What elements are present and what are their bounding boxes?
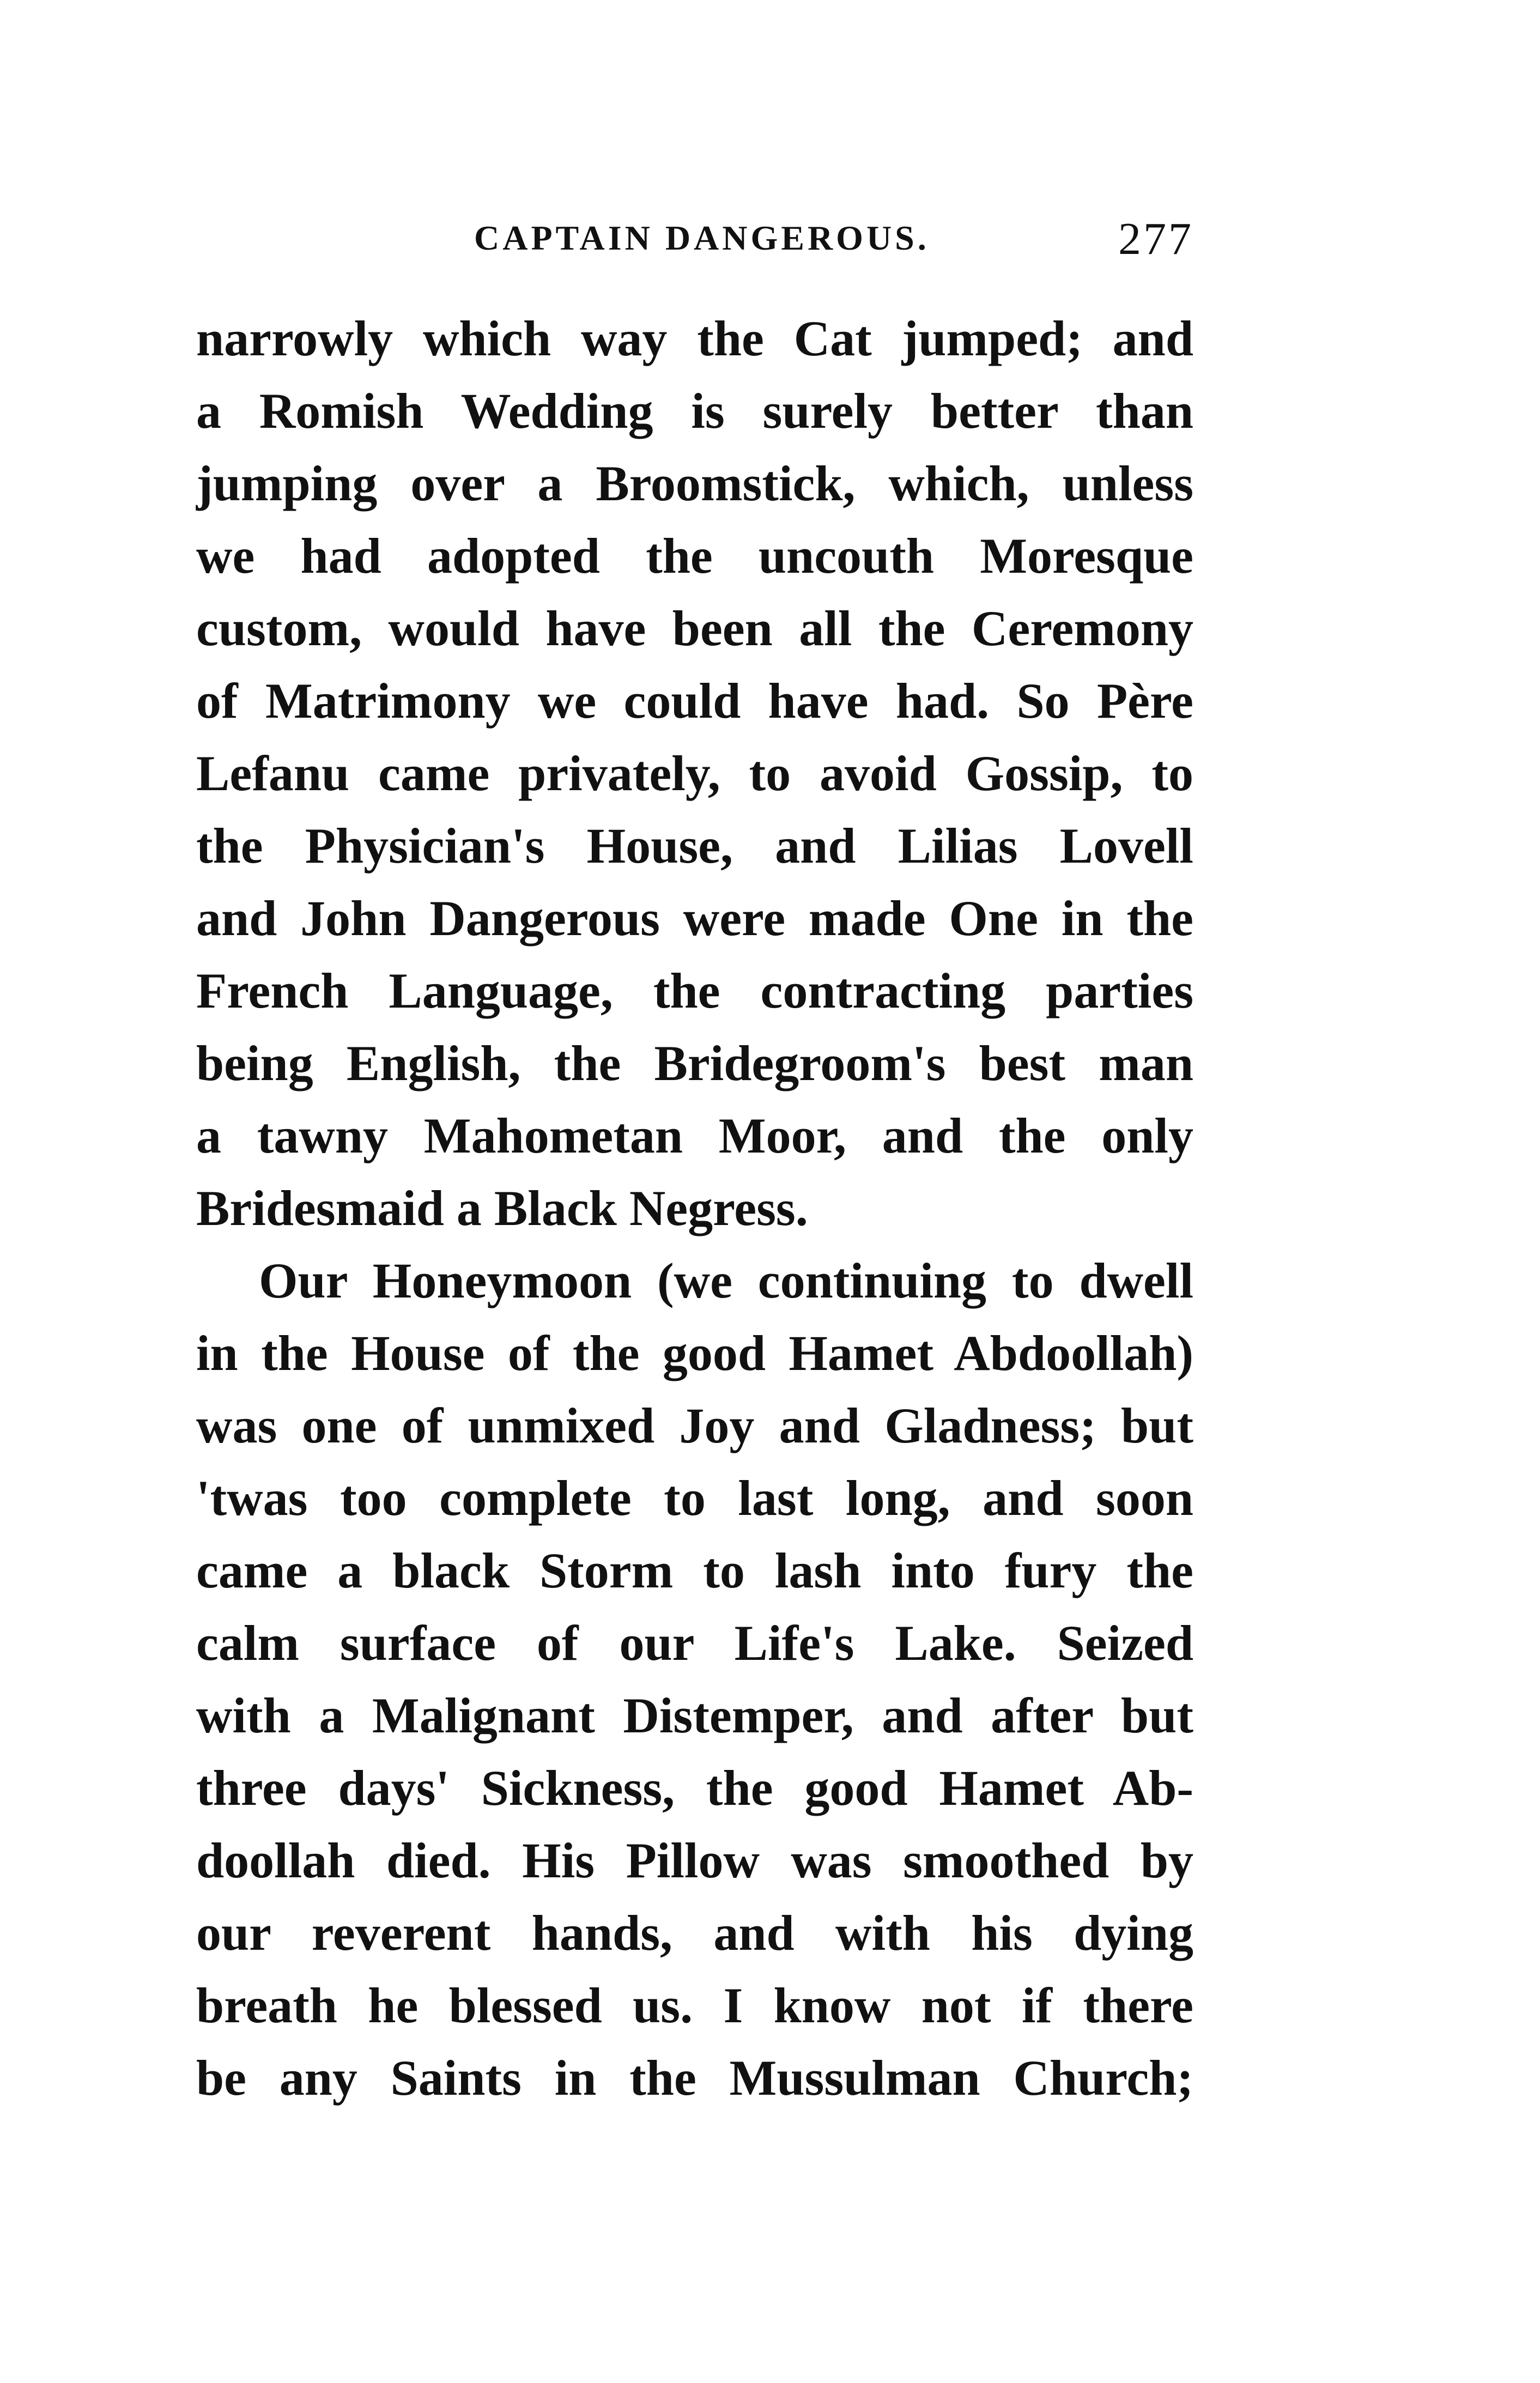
text-line: our reverent hands, and with his dying	[196, 1905, 1193, 1961]
text-line: came a black Storm to lash into fury the	[196, 1543, 1193, 1598]
page-number: 277	[1118, 214, 1193, 264]
text-line: with a Malignant Distemper, and after but	[196, 1688, 1193, 1743]
text-line: being English, the Bridegroom's best man	[196, 1035, 1193, 1091]
text-line: jumping over a Broomstick, which, unless	[196, 456, 1193, 511]
body-text	[196, 302, 1193, 2114]
text-line: narrowly which way the Cat jumped; and	[196, 311, 1193, 366]
running-title: CAPTAIN DANGEROUS.	[474, 219, 930, 257]
text-line: Lefanu came privately, to avoid Gossip, to	[196, 745, 1193, 801]
text-line: a Romish Wedding is surely better than	[196, 383, 1193, 439]
text-line: in the House of the good Hamet Abdoollah)	[196, 1325, 1193, 1381]
text-line: doollah died. His Pillow was smoothed by	[196, 1833, 1193, 1888]
text-line: French Language, the contracting parties	[196, 963, 1193, 1018]
text-line: was one of unmixed Joy and Gladness; but	[196, 1398, 1193, 1453]
text-line: a tawny Mahometan Moor, and the only	[196, 1108, 1193, 1163]
text-line: and John Dangerous were made One in the	[196, 890, 1193, 946]
text-line: calm surface of our Life's Lake. Seized	[196, 1615, 1193, 1671]
text-line: 'twas too complete to last long, and soon	[196, 1470, 1193, 1526]
text-line: Our Honeymoon (we continuing to dwell	[259, 1253, 1193, 1308]
text-line: Bridesmaid a Black Negress.	[196, 1180, 808, 1236]
text-line: of Matrimony we could have had. So Père	[196, 673, 1193, 729]
text-line: we had adopted the uncouth Moresque	[196, 528, 1193, 584]
text-line: breath he blessed us. I know not if there	[196, 1978, 1193, 2033]
text-line: custom, would have been all the Ceremony	[196, 601, 1193, 656]
text-line: three days' Sickness, the good Hamet Ab-	[196, 1760, 1193, 1816]
page-header	[196, 213, 1193, 272]
text-line: the Physician's House, and Lilias Lovell	[196, 818, 1193, 874]
text-line: be any Saints in the Mussulman Church;	[196, 2050, 1193, 2106]
